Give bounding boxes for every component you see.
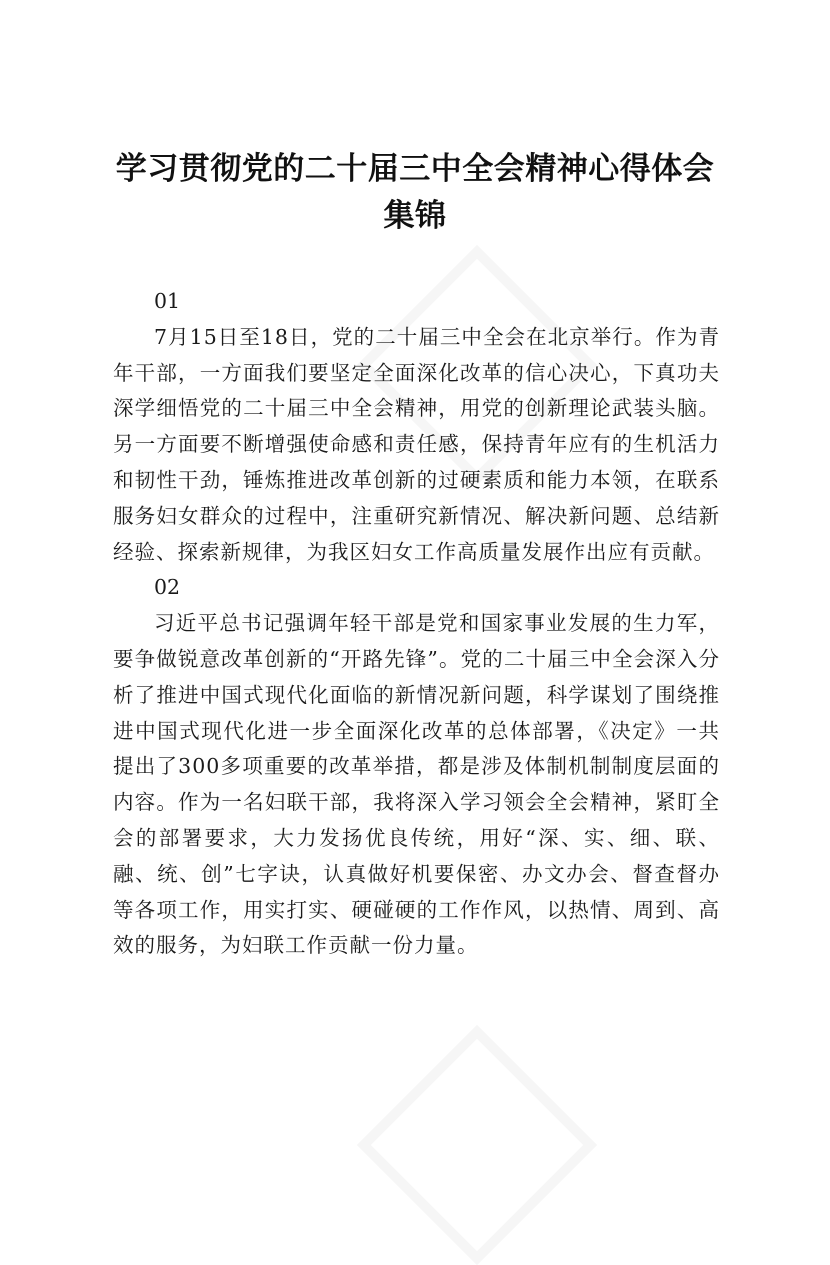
- section-paragraph: 7月15日至18日，党的二十届三中全会在北京举行。作为青年干部，一方面我们要坚定全面深化改革的信心决心，下真功夫深学细悟党的二十届三中全会精神，用党的创新理论武装头脑。另一方面要不断增强使命感和责任感，保持青年应有的生机活力和韧性干劲，锤炼推进改革创新的过硬素质和能力本领，在联系服务妇女群众的过程中，注重研究新情况、解决新问题、总结新经验、探索新规律，为我区妇女工作高质量发展作出应有贡献。: [113, 324, 720, 564]
- section-number: 01: [154, 289, 181, 313]
- document-title: 学习贯彻党的二十届三中全会精神心得体会集锦: [115, 151, 715, 234]
- section-paragraph: 习近平总书记强调年轻干部是党和国家事业发展的生力军，要争做锐意改革创新的“开路先锋”。党的二十届三中全会深入分析了推进中国式现代化面临的新情况新问题，科学谋划了围绕推进中国式现代化进一步全面深化改革的总体部署，《决定》一共提出了300多项重要的改革举措，都是涉及体制机制制度层面的内容。作为一名妇联干部，我将深入学习领会全会精神，紧盯全会的部署要求，大力发扬优良传统，用好“深、实、细、联、融、统、创”七字诀，认真做好机要保密、办文办会、督查督办等各项工作，用实打实、硬碰硬的工作作风，以热情、周到、高效的服务，为妇联工作贡献一份力量。: [113, 611, 720, 958]
- watermark-logo-bottom: [357, 1025, 597, 1265]
- section-number: 02: [154, 575, 181, 600]
- document-body: [113, 284, 720, 964]
